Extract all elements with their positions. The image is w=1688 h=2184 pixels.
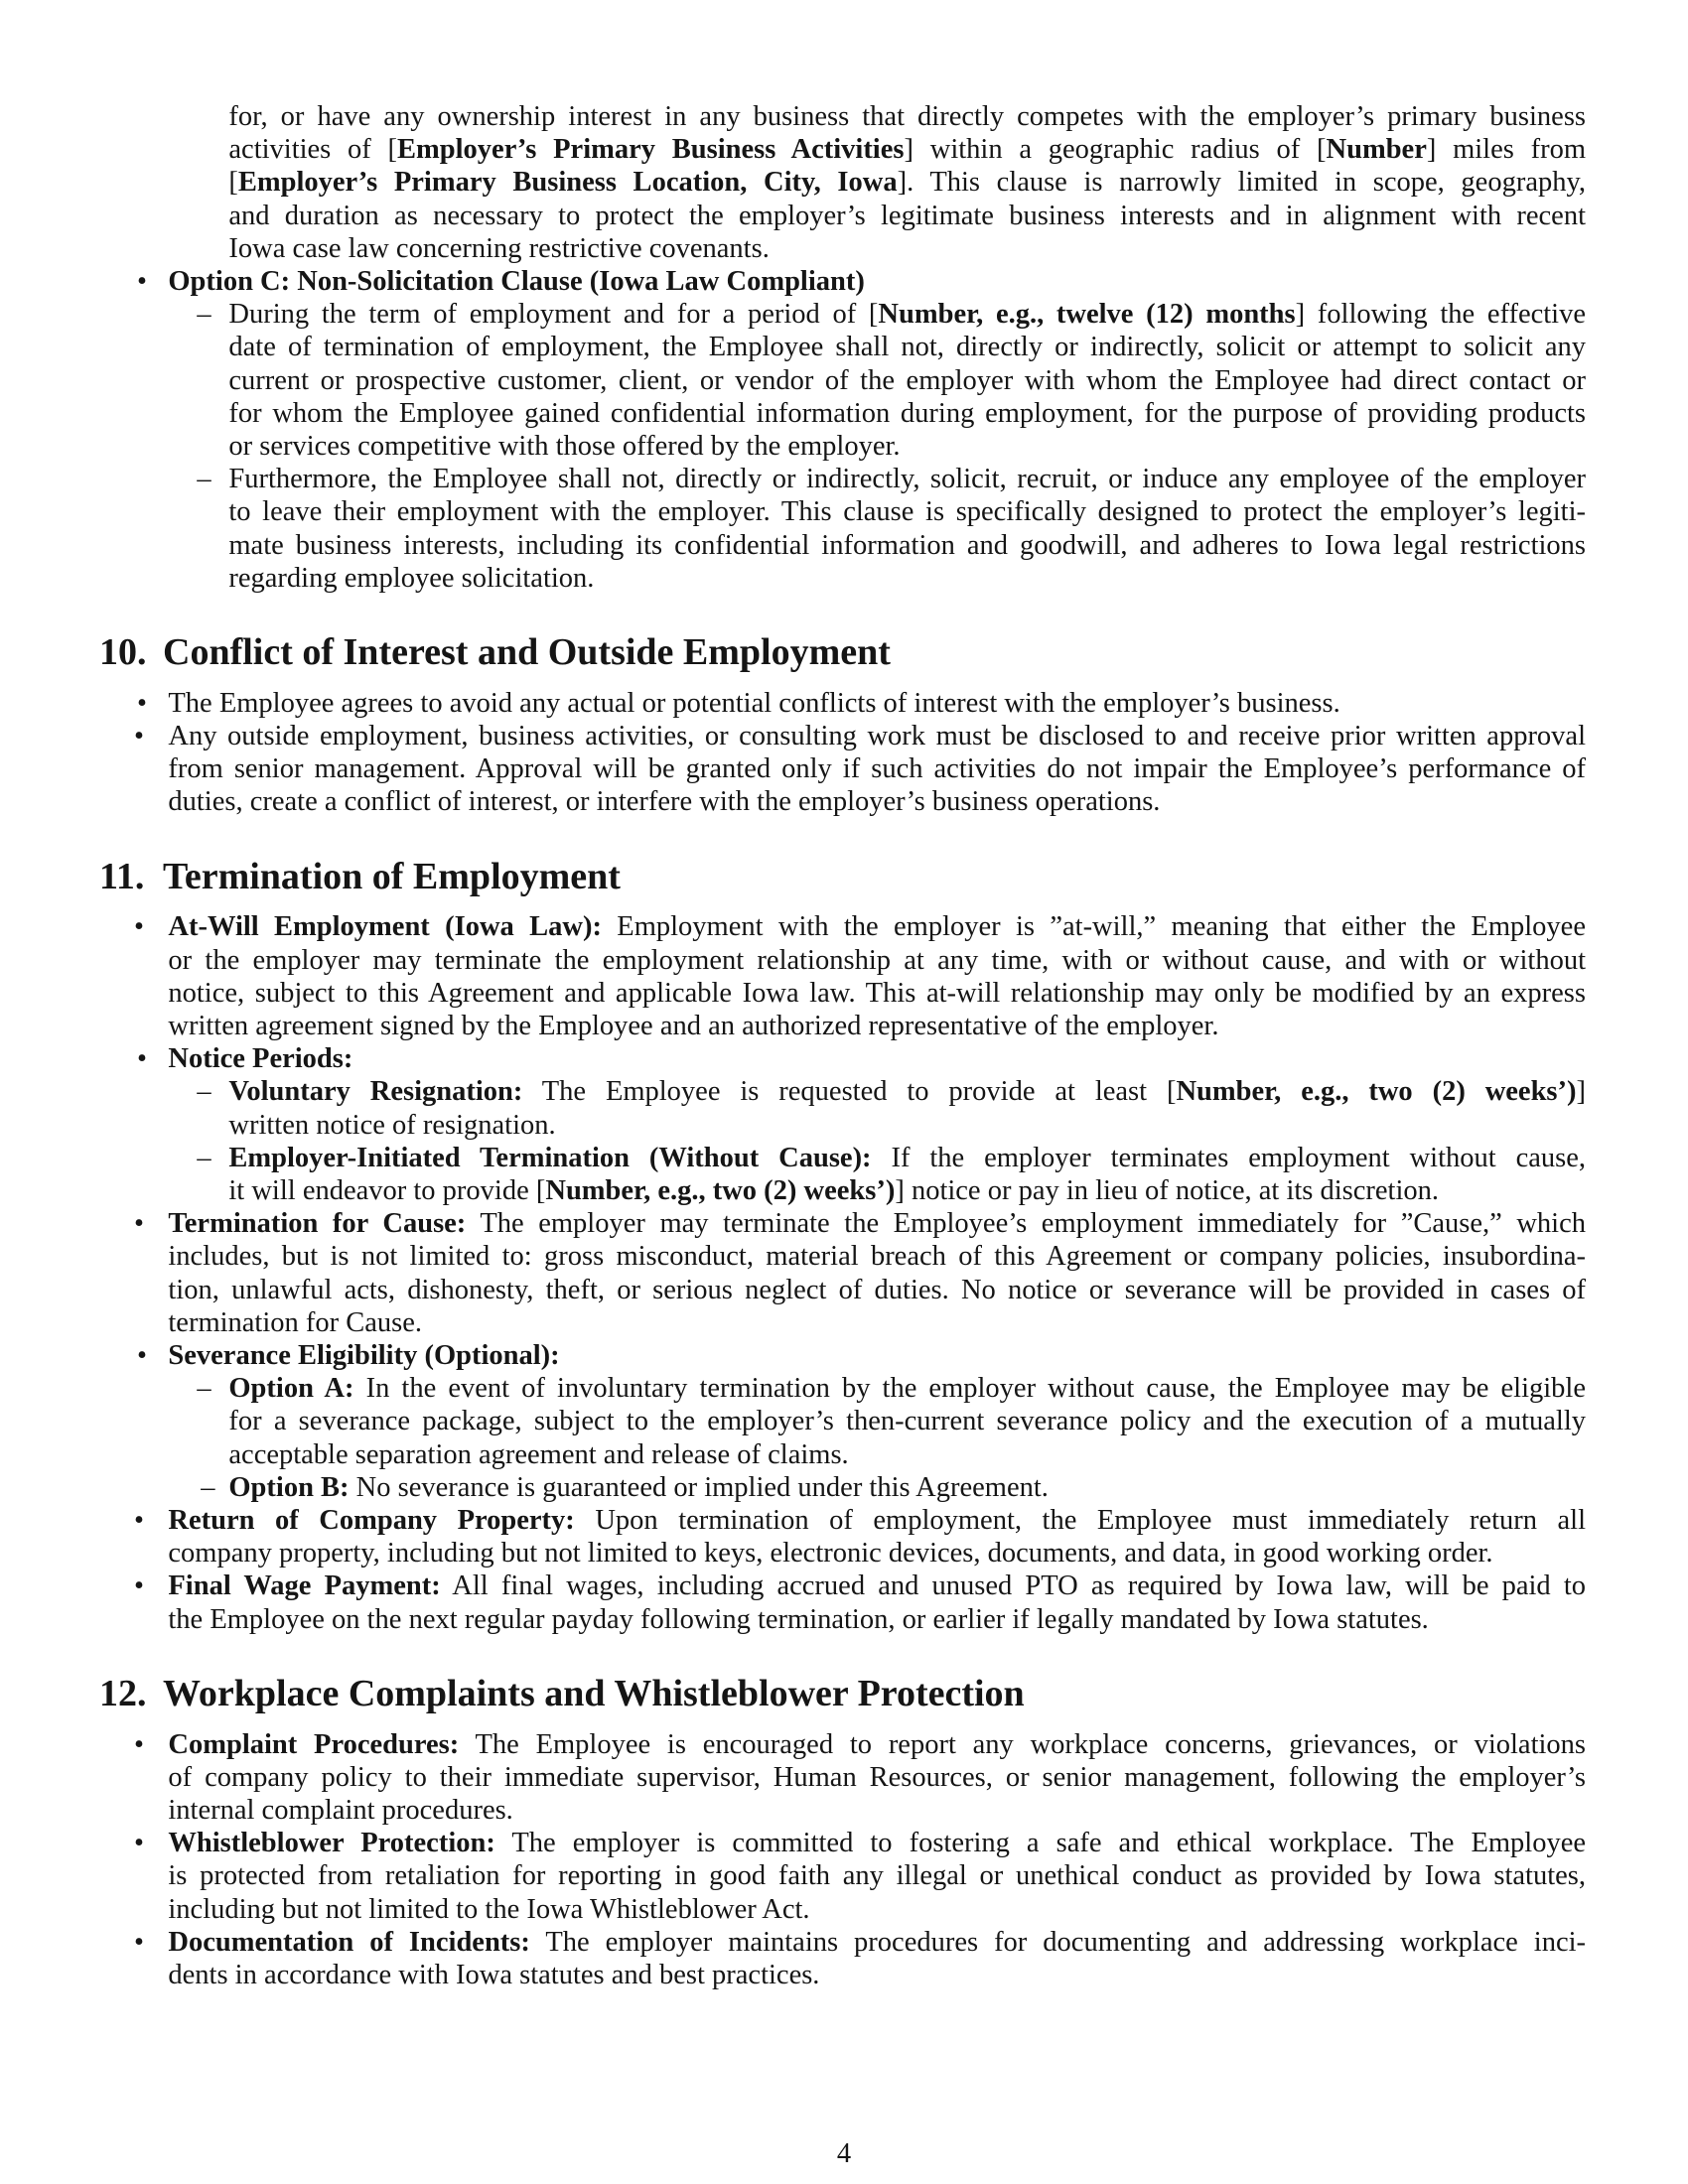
line-text: notice, subject to this Agreement and applicable Iowa law. This at-will relationship may only be modified by an express [168,977,1586,1009]
text-line [228,200,1586,232]
text-line [134,720,1586,752]
bold-label: Whistleblower Protection: [168,1828,495,1859]
text-line [168,1274,1586,1306]
list-item [99,1570,1586,1635]
line-text: Iowa case law concerning restrictive covenants. [228,232,770,264]
text-line [228,1109,1586,1142]
continued-sub-item [99,100,1586,265]
list-item [99,910,1586,1042]
section-list [99,687,1586,819]
list-item [99,1728,1586,1828]
text-line [168,1240,1586,1273]
bold-label: Severance Eligibility (Optional): [168,1340,560,1372]
bullet-marker: • [134,1570,144,1602]
list-item [99,1827,1586,1926]
line-text: for a severance package, subject to the employer’s then-current severance policy and the execution of a mutually [228,1406,1586,1437]
list-item [99,1926,1586,1991]
line-text: company property, including but not limited to keys, electronic devices, documents, and data, in good working order. [168,1538,1493,1570]
bullet-marker: • [137,266,147,298]
section-list [99,910,1586,1635]
text-line [228,1405,1586,1437]
bullet-marker: • [134,1728,144,1760]
section [99,630,1586,818]
text-line [168,1761,1586,1794]
section-number: 11. [99,856,145,898]
line-text: In the event of involuntary termination by the employer without cause, the Employee may be eligible [353,1373,1586,1405]
bold-label: Employer’s Primary Business Activities [397,134,905,166]
text-line [168,752,1586,785]
dash-marker: – [197,1142,211,1173]
line-text: of company policy to their immediate supervisor, Human Resources, or senior management, following the employer’s [168,1761,1586,1793]
line-text: The Employee is encouraged to report any workplace concerns, grievances, or violations [459,1728,1586,1760]
line-text: ] miles from [1426,134,1586,166]
line-text: ] notice or pay in lieu of notice, at its discretion. [895,1175,1440,1207]
section-heading [99,630,1586,674]
bold-label: At-Will Employment (Iowa Law): [168,911,602,943]
line-text: activities of [ [228,134,398,166]
text-line [228,331,1586,363]
section [99,1672,1586,1991]
line-text: ] following the effective [1295,299,1586,331]
text-line [134,910,1586,943]
text-line [197,463,1586,495]
bold-label: Number [1326,134,1427,166]
line-text: tion, unlawful acts, dishonesty, theft, or serious neglect of duties. No notice or severance will be provided in cases of [168,1274,1586,1305]
text-line [197,1142,1586,1174]
text-line [228,232,1586,265]
sub-list-item [99,1075,1586,1141]
bullet-marker: • [137,687,147,719]
line-text: The employer maintains procedures for documenting and addressing workplace inci- [529,1926,1587,1958]
line-text: the Employee on the next regular payday following termination, or earlier if legally mandated by Iowa statutes. [168,1603,1429,1635]
text-line [168,944,1586,977]
text-line [137,1339,1586,1372]
bold-label: Number, e.g., two (2) weeks’) [545,1175,896,1207]
line-text: No severance is guaranteed or implied under this Agreement. [349,1471,1049,1503]
bold-label: Voluntary Resignation: [228,1076,523,1108]
list-item [99,265,1586,595]
line-text: includes, but is not limited to: gross misconduct, material breach of this Agreement or company policies, insubordina- [168,1241,1586,1273]
bold-label: Option C: Non-Solicitation Clause (Iowa Law Compliant) [168,266,865,298]
bullet-marker: • [134,1926,144,1958]
text-line [134,1504,1587,1537]
line-text: or services competitive with those offered by the employer. [228,431,901,463]
list-item [99,1504,1586,1570]
text-line [228,430,1586,463]
bullet-marker: • [134,721,144,752]
text-line [134,1926,1587,1959]
bold-label: Termination for Cause: [168,1208,467,1240]
bold-label: Option A: [228,1373,354,1405]
text-line [168,1537,1586,1570]
bullet-marker: • [134,911,144,943]
line-text: regarding employee solicitation. [228,562,595,594]
text-line [137,1042,1586,1075]
sub-list-item [99,463,1586,595]
bold-label: Notice Periods: [168,1043,353,1075]
page-number: 4 [836,2138,852,2169]
text-line [168,1306,1586,1339]
text-line [228,1174,1586,1207]
line-text: current or prospective customer, client, or vendor of the employer with whom the Employee had direct contact or [228,364,1586,396]
line-text: acceptable separation agreement and release of claims. [228,1438,849,1470]
bold-label: Number, e.g., twelve (12) months [878,299,1296,331]
text-line [134,1207,1587,1240]
line-text: Any outside employment, business activities, or consulting work must be disclosed to and receive prior written approval [168,721,1586,752]
line-text: for, or have any ownership interest in any business that directly competes with the employer’s primary business [228,101,1586,132]
text-line [134,1728,1586,1761]
text-line [168,1959,1586,1991]
text-line [197,1372,1586,1405]
dash-marker: – [197,1373,211,1405]
line-text: written notice of resignation. [228,1109,556,1141]
text-line [228,166,1586,199]
text-line [228,529,1586,562]
text-line [228,364,1586,397]
list-item [99,1339,1586,1504]
text-line [228,100,1586,133]
line-text: termination for Cause. [168,1306,423,1338]
text-line [168,977,1586,1010]
text-line [134,1570,1586,1602]
bold-label: Employer-Initiated Termination (Without Cause): [228,1142,872,1173]
text-line [168,1893,1586,1926]
line-text: to leave their employment with the employer. This clause is specifically designed to protect the employer’s legiti- [228,496,1586,528]
sub-list-item [99,1471,1586,1504]
line-text: date of termination of employment, the Employee shall not, directly or indirectly, solicit or attempt to solicit any [228,332,1586,363]
line-text: [ [228,167,238,199]
line-text: The employer is committed to fostering a safe and ethical workplace. The Employee [494,1828,1586,1859]
text-line [228,397,1586,430]
section-title: Termination of Employment [163,856,621,898]
dash-marker: – [201,1471,215,1503]
line-text: The Employee agrees to avoid any actual or potential conflicts of interest with the employer’s business. [168,687,1340,719]
dash-marker: – [197,299,211,331]
dash-marker: – [197,464,211,495]
line-text: written agreement signed by the Employee and an authorized representative of the employer. [168,1011,1219,1042]
text-line [228,1438,1586,1471]
bullet-marker: • [137,1043,147,1075]
line-text: dents in accordance with Iowa statutes and best practices. [168,1960,820,1991]
text-line [134,1827,1586,1859]
text-line [197,298,1586,331]
bullet-marker: • [137,1340,147,1372]
line-text: mate business interests, including its confidential information and goodwill, and adheres to Iowa legal restrictions [228,529,1586,561]
line-text: ] [1576,1076,1587,1108]
text-line [168,1010,1586,1042]
section-heading [99,1672,1586,1715]
section-list [99,1728,1586,1992]
bold-label: Option B: [228,1471,350,1503]
bullet-marker: • [134,1828,144,1859]
text-line [168,1794,1586,1827]
line-text: internal complaint procedures. [168,1795,513,1827]
line-text: duties, create a conflict of interest, or interfere with the employer’s business operations. [168,786,1161,818]
section-number: 12. [99,1673,147,1715]
text-line [168,785,1586,818]
line-text: and duration as necessary to protect the employer’s legitimate business interests and in alignment with recent [228,200,1586,231]
list-item [99,687,1586,720]
text-line [228,495,1586,528]
line-text: it will endeavor to provide [ [228,1175,546,1207]
section-number: 10. [99,631,147,674]
line-text: The employer may terminate the Employee’s employment immediately for ”Cause,” which [466,1208,1587,1240]
line-text: Furthermore, the Employee shall not, directly or indirectly, solicit, recruit, or induce any employee of the employer [228,464,1586,495]
bold-label: Final Wage Payment: [168,1570,441,1602]
text-line [201,1471,1586,1504]
dash-marker: – [197,1076,211,1108]
line-text: from senior management. Approval will be granted only if such activities do not impair the Employee’s performance of [168,753,1586,785]
text-line [168,1603,1586,1636]
document-body [99,100,1586,1991]
section [99,855,1586,1636]
list-item [99,1207,1586,1339]
section-title: Workplace Complaints and Whistleblower Protection [163,1673,1025,1715]
sub-list-item [99,1372,1586,1471]
line-text: ]. This clause is narrowly limited in scope, geography, [897,167,1586,199]
line-text: or the employer may terminate the employment relationship at any time, with or without cause, and with or without [168,944,1586,976]
text-line [168,1859,1586,1892]
text-line [228,133,1586,166]
bold-label: Employer’s Primary Business Location, City, Iowa [237,167,898,199]
bullet-marker: • [134,1505,144,1537]
line-text: If the employer terminates employment without cause, [871,1142,1586,1173]
line-text: including but not limited to the Iowa Whistleblower Act. [168,1893,810,1925]
line-text: ] within a geographic radius of [ [904,134,1327,166]
sub-list-item [99,1142,1586,1207]
list-item [99,1042,1586,1207]
line-text: Upon termination of employment, the Employee must immediately return all [574,1505,1587,1537]
line-text: for whom the Employee gained confidential information during employment, for the purpose of providing products [228,397,1586,429]
list-item [99,720,1586,819]
bold-label: Documentation of Incidents: [168,1926,530,1958]
line-text: is protected from retaliation for reporting in good faith any illegal or unethical conduct as provided by Iowa statutes, [168,1860,1586,1892]
text-line [197,1075,1587,1108]
text-line [137,687,1586,720]
bold-label: Return of Company Property: [168,1505,575,1537]
section-heading [99,855,1586,898]
line-text: Employment with the employer is ”at-will,” meaning that either the Employee [601,911,1586,943]
line-text: All final wages, including accrued and unused PTO as required by Iowa law, will be paid to [440,1570,1586,1602]
bold-label: Number, e.g., two (2) weeks’) [1176,1076,1577,1108]
line-text: The Employee is requested to provide at least [ [522,1076,1177,1108]
text-line [228,562,1586,595]
bold-label: Complaint Procedures: [168,1728,460,1760]
line-text: During the term of employment and for a period of [ [228,299,879,331]
bullet-marker: • [134,1208,144,1240]
continued-list [99,100,1586,595]
text-line [137,265,1586,298]
section-title: Conflict of Interest and Outside Employment [163,631,891,674]
sub-list-item [99,298,1586,463]
